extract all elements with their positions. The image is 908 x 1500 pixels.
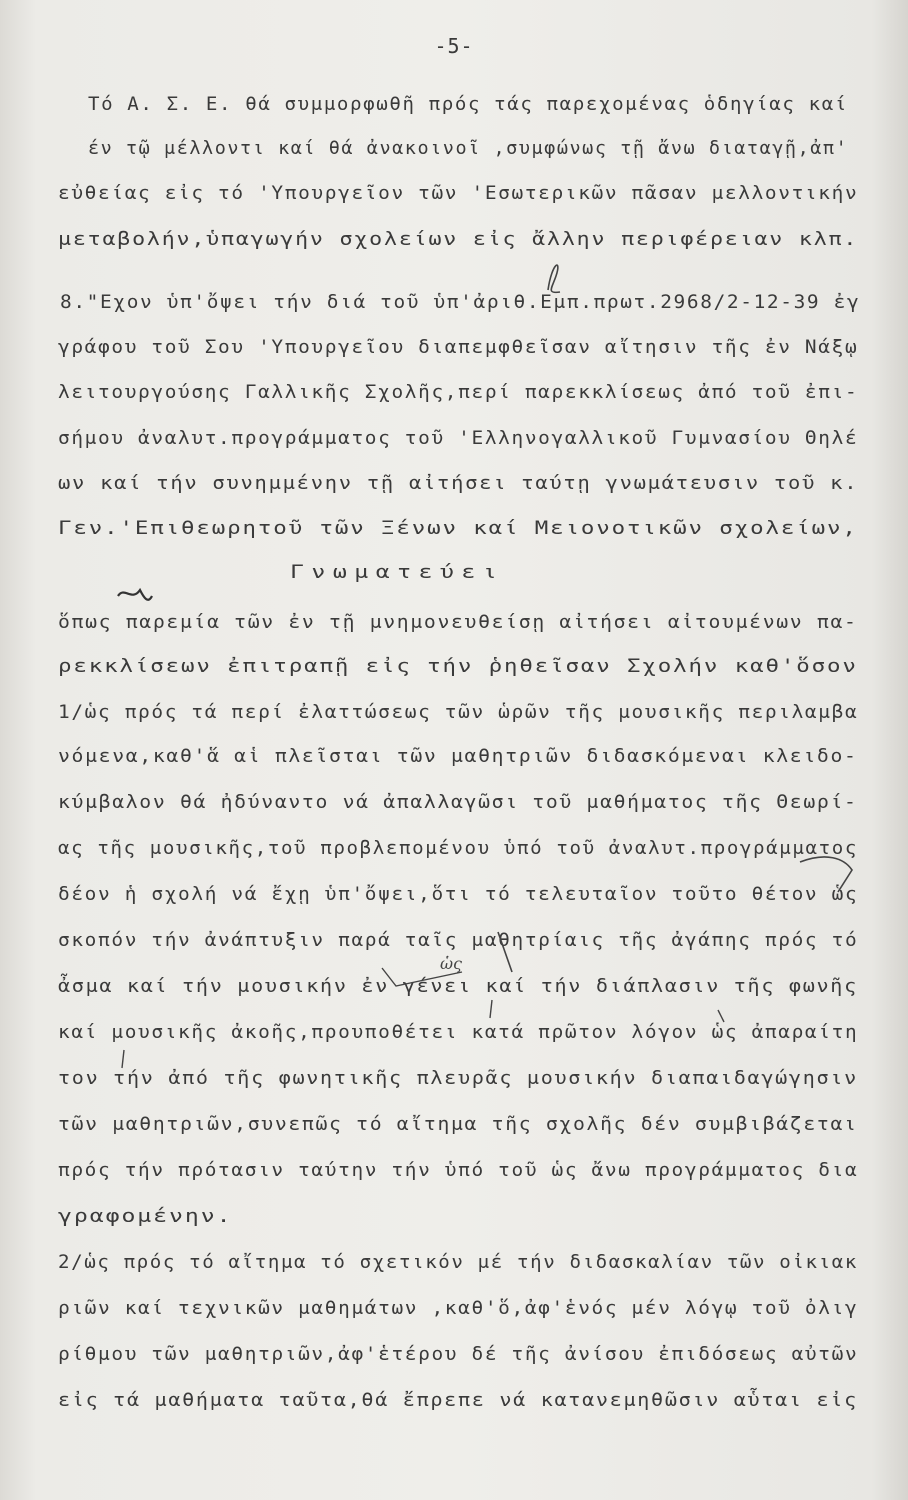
text-line: νόμενα,καθ'ἅ αἱ πλεῖσται τῶν μαθητριῶν διδασκόμεναι κλειδο-	[58, 746, 858, 767]
text-line: πρός τήν πρότασιν ταύτην τήν ὑπό τοῦ ὡς ἄνω προγράμματος δια	[58, 1160, 859, 1181]
text-line: ριῶν καί τεχνικῶν μαθημάτων ,καθ'ὅ,ἀφ'ἑνός μέν λόγῳ τοῦ ὀλιγ	[58, 1298, 859, 1319]
text-line: εὐθείας εἰς τό 'Υπουργεῖον τῶν 'Εσωτερικῶν πᾶσαν μελλοντικήν	[58, 183, 859, 204]
text-line: τῶν μαθητριῶν,συνεπῶς τό αἴτημα τῆς σχολῆς δέν συμβιβάζεται	[58, 1114, 858, 1135]
text-line: έν τῷ μέλλοντι καί θά ἀνακοινοῖ ,συμφώνως τῇ ἄνω διαταγῇ,ἀπ'	[88, 138, 849, 159]
pen-ldiagonal-mark	[718, 1010, 724, 1022]
text-line: ρεκκλίσεων ἐπιτραπῇ εἰς τήν ῥηθεῖσαν Σχολήν καθ'ὅσον	[58, 656, 858, 677]
text-line: γραφομένην.	[58, 1206, 233, 1227]
page-number: -5-	[434, 34, 474, 58]
pen-vertical-mark	[122, 1050, 124, 1068]
text-line: δέον ἡ σχολή νά ἔχῃ ὑπ'ὄψει,ὅτι τό τελευταῖον τοῦτο θέτον ὡς	[58, 884, 859, 905]
text-line: καί μουσικῆς ἀκοῆς,προυποθέτει κατά πρῶτον λόγον ὡς ἀπαραίτη	[58, 1022, 859, 1043]
text-line: Γεν.'Επιθεωρητοῦ τῶν Ξένων καί Μειονοτικῶν σχολείων,	[58, 518, 858, 539]
text-line: μεταβολήν,ὑπαγωγήν σχολείων εἰς ἄλλην περιφέρειαν κλπ.	[58, 229, 859, 250]
text-line: ρίθμου τῶν μαθητριῶν,ἀφ'ἑτέρου δέ τῆς ἀνίσου ἐπιδόσεως αὐτῶν	[58, 1344, 859, 1365]
section-heading: Γνωματεύει	[290, 562, 505, 583]
text-line: Τό Α. Σ. Ε. θά συμμορφωθῆ πρός τάς παρεχομένας ὁδηγίας καί	[88, 94, 848, 115]
text-line: 2/ὡς πρός τό αἴτημα τό σχετικόν μέ τήν διδασκαλίαν τῶν οἰκιακ	[58, 1252, 858, 1273]
handwritten-note: ὡς	[440, 954, 463, 973]
text-line: 1/ὡς πρός τά περί ἐλαττώσεως τῶν ὡρῶν τῆς μουσικῆς περιλαμβα	[58, 702, 859, 723]
text-line: γράφου τοῦ Σου 'Υπουργεῖου διαπεμφθεῖσαν αἴτησιν τῆς ἐν Νάξῳ	[58, 337, 859, 358]
text-line: σήμου ἀναλυτ.προγράμματος τοῦ 'Ελληνογαλλικοῦ Γυμνασίου Θηλέ	[58, 428, 859, 449]
text-line: ας τῆς μουσικῆς,τοῦ προβλεπομένου ὑπό τοῦ ἀναλυτ.προγράμματος	[58, 838, 858, 859]
text-line: εἰς τά μαθήματα ταῦτα,θά ἔπρεπε νά κατανεμηθῶσιν αὗται εἰς	[58, 1390, 858, 1411]
text-line: ων καί τήν συνημμένην τῇ αἰτήσει ταύτῃ γνωμάτευσιν τοῦ κ.	[58, 473, 859, 494]
pen-vertical-mark	[490, 1000, 492, 1018]
text-line: ἆσμα καί τήν μουσικήν ἐν γένει καί τήν διάπλασιν τῆς φωνῆς	[58, 976, 858, 997]
text-line: λειτουργούσης Γαλλικῆς Σχολῆς,περί παρεκκλίσεως ἀπό τοῦ ἐπι-	[58, 382, 859, 403]
pen-strike-mark	[118, 590, 152, 600]
text-line: κύμβαλον θά ἠδύναντο νά ἀπαλλαγῶσι τοῦ μαθήματος τῆς Θεωρί-	[58, 792, 858, 813]
text-line: ὅπως παρεμία τῶν ἐν τῇ μνημονευθείσῃ αἰτήσει αἰτουμένων πα-	[58, 612, 858, 633]
text-line: 8."Εχον ὑπ'ὄψει τήν διά τοῦ ὑπ'ἀριθ.Εμπ.πρωτ.2968/2-12-39 ἐγ	[60, 292, 861, 313]
text-line: σκοπόν τήν ἀνάπτυξιν παρά ταῖς μαθητρίαις τῆς ἀγάπης πρός τό	[58, 930, 859, 951]
pen-loop-mark	[548, 265, 560, 292]
text-line: τον τήν ἀπό τῆς φωνητικῆς πλευρᾶς μουσικήν διαπαιδαγώγησιν	[58, 1068, 858, 1089]
